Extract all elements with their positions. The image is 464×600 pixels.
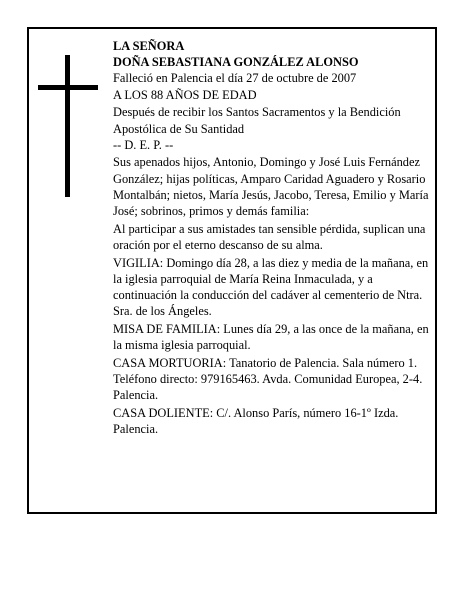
title: LA SEÑORA — [113, 39, 185, 53]
death-info: Falleció en Palencia el día 27 de octubre de 2007 — [113, 71, 357, 86]
mourning-house-info: CASA DOLIENTE: C/. Alonso París, número 16-1º Izda. Palencia. — [113, 405, 399, 437]
prayer-request: Al participar a sus amistades tan sensible pérdida, suplican una oración por el eterno descanso de su alma. — [113, 221, 426, 252]
family-list: Sus apenados hijos, Antonio, Domingo y José Luis Fernández González; hijas políticas, Amparo Caridad Aguadero y Rosario Montalbán; nietos, María Jesús, Jacobo, Teresa, Emilio y María José; sobrinos, primos y demás familia: — [113, 155, 429, 219]
obituary-text — [113, 38, 431, 437]
rip-line: -- D. E. P. -- — [113, 137, 174, 152]
age-line: A LOS 88 AÑOS DE EDAD — [113, 87, 257, 102]
family-mass-info: MISA DE FAMILIA: Lunes día 29, a las once de la mañana, en la misma iglesia parroquial. — [113, 321, 429, 353]
funeral-home-info: CASA MORTUORIA: Tanatorio de Palencia. Sala número 1. Teléfono directo: 979165463. Avda. Comunidad Europea, 2-4. Palencia. — [113, 355, 423, 403]
cross-icon-horizontal — [38, 85, 98, 90]
cross-icon-vertical — [65, 55, 70, 197]
sacraments-line: Después de recibir los Santos Sacramentos y la Bendición Apostólica de Su Santidad — [113, 105, 401, 136]
deceased-name: DOÑA SEBASTIANA GONZÁLEZ ALONSO — [113, 55, 359, 70]
vigil-info: VIGILIA: Domingo día 28, a las diez y media de la mañana, en la iglesia parroquial de María Reina Inmaculada, y a continuación la conducción del cadáver al cementerio de Ntra. Sra. de los Ángeles. — [113, 255, 429, 319]
